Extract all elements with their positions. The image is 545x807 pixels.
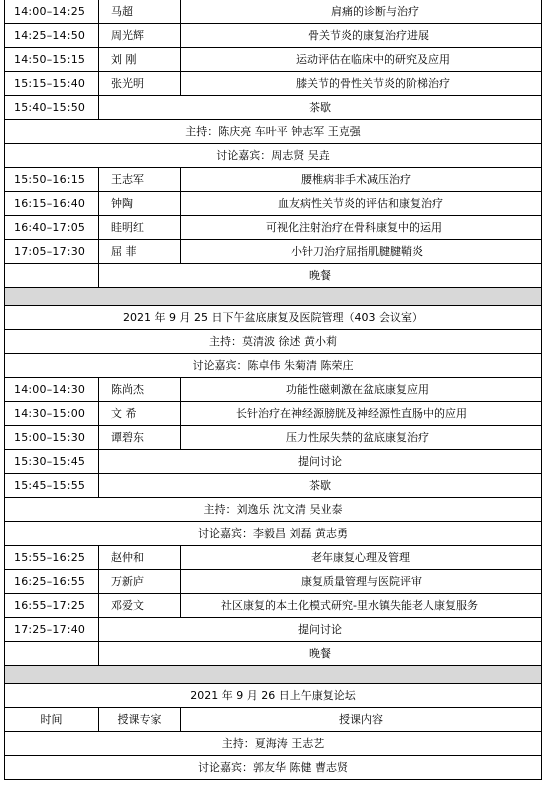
- info-row: [5, 306, 542, 330]
- speaker-cell: 钟陶: [99, 192, 181, 216]
- topic-cell: [181, 402, 542, 426]
- time-cell: 15:55–16:25: [5, 546, 99, 570]
- topic-text: 小针刀治疗屈指肌腱腱鞘炎: [291, 245, 423, 258]
- time-cell: 14:00–14:25: [5, 0, 99, 24]
- header-row: [5, 708, 542, 732]
- topic-cell: [181, 216, 542, 240]
- separator-row: [5, 666, 542, 684]
- time-cell: 15:40–15:50: [5, 96, 99, 120]
- topic-cell: [181, 594, 542, 618]
- break-row: [5, 474, 542, 498]
- time-cell: [5, 642, 99, 666]
- topic-cell: [181, 426, 542, 450]
- topic-text: 血友病性关节炎的评估和康复治疗: [278, 197, 443, 210]
- schedule-table: [4, 0, 542, 780]
- session-row: [5, 594, 542, 618]
- time-cell: 15:15–15:40: [5, 72, 99, 96]
- info-text-cell: 2021 年 9 月 26 日上午康复论坛: [5, 684, 542, 708]
- info-row: [5, 522, 542, 546]
- topic-cell: [181, 546, 542, 570]
- topic-cell: [181, 48, 542, 72]
- info-text-cell: 主持：莫清波 徐述 黄小莉: [5, 330, 542, 354]
- topic-cell: [181, 0, 542, 24]
- topic-text: 肩痛的诊断与治疗: [331, 5, 419, 18]
- session-row: [5, 240, 542, 264]
- separator-row: [5, 288, 542, 306]
- info-row: [5, 684, 542, 708]
- topic-text: 老年康复心理及管理: [311, 551, 410, 564]
- separator-cell: [5, 288, 542, 306]
- info-text-cell: 主持：夏海涛 王志艺: [5, 732, 542, 756]
- info-text-cell: 讨论嘉宾：李毅昌 刘磊 黄志勇: [5, 522, 542, 546]
- info-row: [5, 144, 542, 168]
- time-cell: 14:25–14:50: [5, 24, 99, 48]
- speaker-cell: 张光明: [99, 72, 181, 96]
- break-row: [5, 96, 542, 120]
- info-row: [5, 330, 542, 354]
- break-text-cell: 提问讨论: [99, 618, 542, 642]
- time-cell: 15:00–15:30: [5, 426, 99, 450]
- time-cell: [5, 264, 99, 288]
- time-cell: 14:00–14:30: [5, 378, 99, 402]
- break-row: [5, 264, 542, 288]
- session-row: [5, 378, 542, 402]
- speaker-cell: 文 希: [99, 402, 181, 426]
- speaker-cell: 王志军: [99, 168, 181, 192]
- speaker-cell: 陈尚杰: [99, 378, 181, 402]
- header-topic-cell: 授课内容: [181, 708, 542, 732]
- break-row: [5, 642, 542, 666]
- session-row: [5, 48, 542, 72]
- break-row: [5, 618, 542, 642]
- time-cell: 15:45–15:55: [5, 474, 99, 498]
- session-row: [5, 24, 542, 48]
- break-text-cell: 晚餐: [99, 264, 542, 288]
- topic-cell: [181, 72, 542, 96]
- info-row: [5, 498, 542, 522]
- break-text-cell: 提问讨论: [99, 450, 542, 474]
- info-row: [5, 732, 542, 756]
- break-text-cell: 茶歇: [99, 96, 542, 120]
- header-speaker-cell: 授课专家: [99, 708, 181, 732]
- schedule-body: [5, 0, 542, 780]
- speaker-cell: 刘 刚: [99, 48, 181, 72]
- time-cell: 16:15–16:40: [5, 192, 99, 216]
- time-cell: 16:55–17:25: [5, 594, 99, 618]
- topic-cell: [181, 192, 542, 216]
- topic-cell: [181, 168, 542, 192]
- topic-cell: [181, 570, 542, 594]
- time-cell: 15:30–15:45: [5, 450, 99, 474]
- topic-text: 康复质量管理与医院评审: [301, 575, 422, 588]
- info-text-cell: 主持：刘逸乐 沈文清 吴业泰: [5, 498, 542, 522]
- session-row: [5, 168, 542, 192]
- info-text-cell: 讨论嘉宾：郭友华 陈健 曹志贤: [5, 756, 542, 780]
- speaker-cell: 眭明红: [99, 216, 181, 240]
- topic-cell: [181, 240, 542, 264]
- speaker-cell: 邓爱文: [99, 594, 181, 618]
- time-cell: 14:50–15:15: [5, 48, 99, 72]
- topic-text: 腰椎病非手术减压治疗: [301, 173, 411, 186]
- topic-cell: [181, 378, 542, 402]
- session-row: [5, 0, 542, 24]
- info-row: [5, 354, 542, 378]
- topic-text: 社区康复的本土化模式研究-里水镇失能老人康复服务: [221, 599, 478, 612]
- header-time-cell: 时间: [5, 708, 99, 732]
- time-cell: 16:25–16:55: [5, 570, 99, 594]
- info-text-cell: 讨论嘉宾：周志贤 吴垚: [5, 144, 542, 168]
- info-text-cell: 讨论嘉宾：陈卓伟 朱菊清 陈荣庄: [5, 354, 542, 378]
- break-text-cell: 茶歇: [99, 474, 542, 498]
- topic-text: 可视化注射治疗在骨科康复中的运用: [266, 221, 442, 234]
- time-cell: 14:30–15:00: [5, 402, 99, 426]
- speaker-cell: 屈 菲: [99, 240, 181, 264]
- time-cell: 17:05–17:30: [5, 240, 99, 264]
- speaker-cell: 谭碧东: [99, 426, 181, 450]
- speaker-cell: 赵仲和: [99, 546, 181, 570]
- topic-text: 运动评估在临床中的研究及应用: [296, 53, 450, 66]
- session-row: [5, 402, 542, 426]
- break-text-cell: 晚餐: [99, 642, 542, 666]
- separator-cell: [5, 666, 542, 684]
- topic-text: 骨关节炎的康复治疗进展: [308, 29, 429, 42]
- topic-text: 压力性尿失禁的盆底康复治疗: [286, 431, 429, 444]
- break-row: [5, 450, 542, 474]
- speaker-cell: 万新庐: [99, 570, 181, 594]
- info-row: [5, 120, 542, 144]
- info-text-cell: 2021 年 9 月 25 日下午盆底康复及医院管理（403 会议室）: [5, 306, 542, 330]
- time-cell: 15:50–16:15: [5, 168, 99, 192]
- time-cell: 17:25–17:40: [5, 618, 99, 642]
- session-row: [5, 192, 542, 216]
- info-row: [5, 756, 542, 780]
- speaker-cell: 周光辉: [99, 24, 181, 48]
- topic-text: 功能性磁刺激在盆底康复应用: [286, 383, 429, 396]
- session-row: [5, 72, 542, 96]
- session-row: [5, 426, 542, 450]
- topic-text: 膝关节的骨性关节炎的阶梯治疗: [296, 77, 450, 90]
- session-row: [5, 216, 542, 240]
- topic-cell: [181, 24, 542, 48]
- session-row: [5, 546, 542, 570]
- session-row: [5, 570, 542, 594]
- topic-text: 长针治疗在神经源膀胱及神经源性直肠中的应用: [236, 407, 467, 420]
- time-cell: 16:40–17:05: [5, 216, 99, 240]
- speaker-cell: 马超: [99, 0, 181, 24]
- info-text-cell: 主持：陈庆亮 车叶平 钟志军 王克强: [5, 120, 542, 144]
